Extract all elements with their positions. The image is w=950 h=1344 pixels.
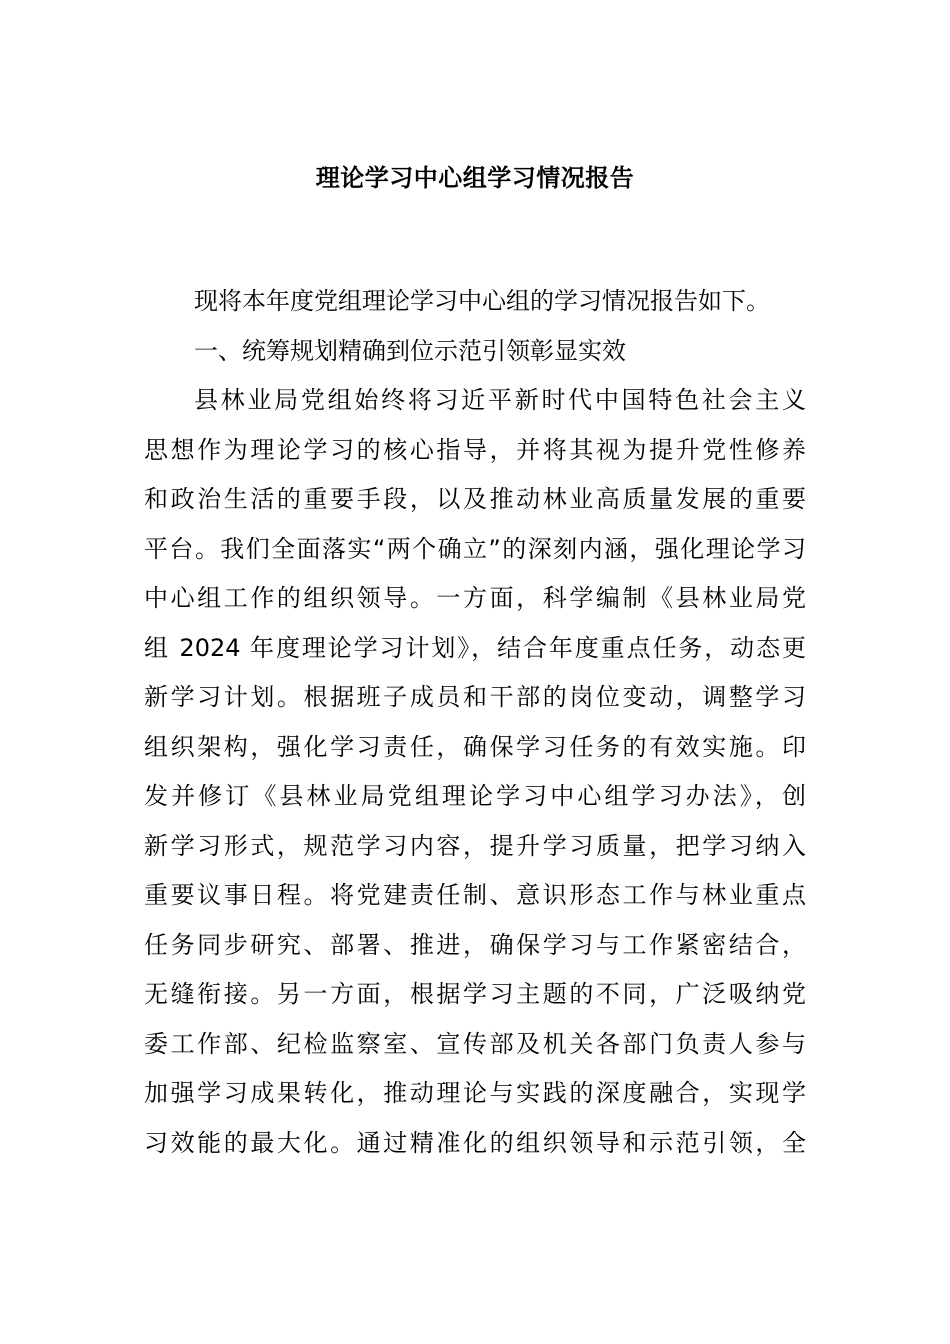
body-line: 委工作部、纪检监察室、宣传部及机关各部门负责人参与 (144, 1029, 806, 1058)
body-line: 新学习计划。根据班子成员和干部的岗位变动，调整学习 (144, 683, 806, 711)
body-line: 县林业局党组始终将习近平新时代中国特色社会主义 (194, 386, 806, 414)
body-line: 平台。我们全面落实“两个确立”的深刻内涵，强化理论学习 (144, 534, 806, 563)
body-line: 习效能的最大化。通过精准化的组织领导和示范引领，全 (144, 1128, 806, 1157)
body-line: 重要议事日程。将党建责任制、意识形态工作与林业重点 (144, 881, 806, 909)
body-line: 组 2024 年度理论学习计划》，结合年度重点任务，动态更 (144, 633, 806, 662)
body-line: 一、统筹规划精确到位示范引领彰显实效 (194, 336, 626, 365)
body-line: 无缝衔接。另一方面，根据学习主题的不同，广泛吸纳党 (144, 980, 806, 1008)
body-line: 新学习形式，规范学习内容，提升学习质量，把学习纳入 (144, 831, 806, 860)
body-line: 发并修订《县林业局党组理论学习中心组学习办法》，创 (144, 782, 806, 810)
body-line: 思想作为理论学习的核心指导，并将其视为提升党性修养 (144, 435, 806, 464)
body-line: 现将本年度党组理论学习中心组的学习情况报告如下。 (194, 287, 770, 315)
body-line: 加强学习成果转化，推动理论与实践的深度融合，实现学 (144, 1079, 806, 1107)
body-line: 组织架构，强化学习责任，确保学习任务的有效实施。印 (144, 732, 806, 761)
body-line: 中心组工作的组织领导。一方面，科学编制《县林业局党 (144, 584, 806, 612)
body-line: 任务同步研究、部署、推进，确保学习与工作紧密结合， (144, 930, 806, 959)
document-title: 理论学习中心组学习情况报告 (315, 164, 635, 192)
body-line: 和政治生活的重要手段，以及推动林业高质量发展的重要 (144, 485, 806, 513)
document-body (144, 277, 806, 1168)
